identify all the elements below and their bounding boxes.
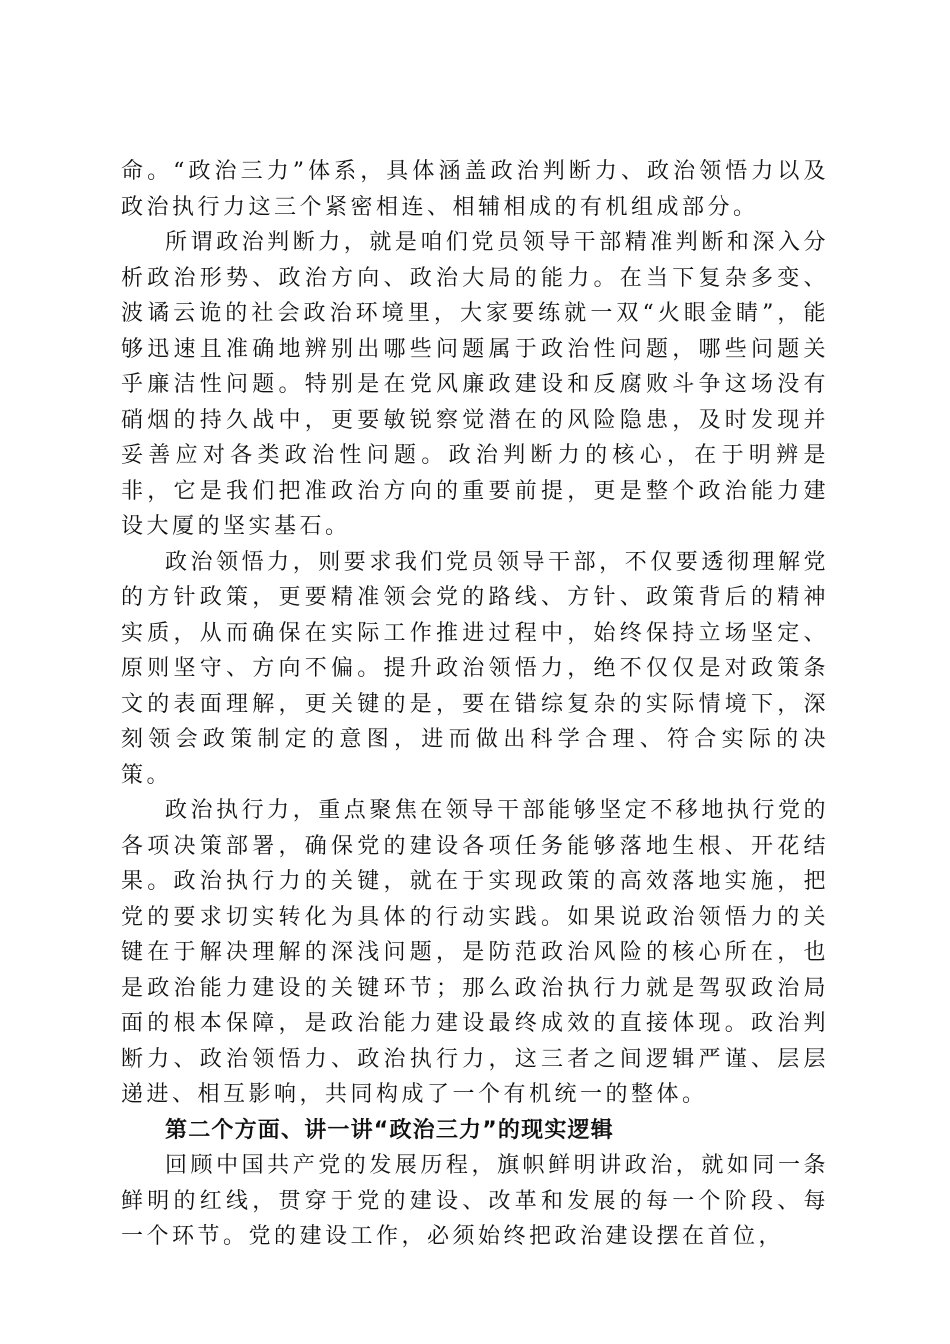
paragraph-political-execution: 政治执行力，重点聚焦在领导干部能够坚定不移地执行党的各项决策部署，确保党的建设各项任务能够落地生根、开花结果。政治执行力的关键，就在于实现政策的高效落地实施，把党的要求切实转化为具体的行动实践。如果说政治领悟力的关键在于解决理解的深浅问题，是防范政治风险的核心所在，也是政治能力建设的关键环节；那么政治执行力就是驾驭政治局面的根本保障，是政治能力建设最终成效的直接体现。政治判断力、政治领悟力、政治执行力，这三者之间逻辑严谨、层层递进、相互影响，共同构成了一个有机统一的整体。 (121, 798, 829, 1107)
paragraph-historical-review: 回顾中国共产党的发展历程，旗帜鲜明讲政治，就如同一条鲜明的红线，贯穿于党的建设、改革和发展的每一个阶段、每一个环节。党的建设工作，必须始终把政治建设摆在首位， (121, 1153, 829, 1249)
paragraph-three-capabilities-intro: 命。“政治三力”体系，具体涵盖政治判断力、政治领悟力以及政治执行力这三个紧密相连、相辅相成的有机组成部分。 (121, 159, 829, 220)
document-body (121, 154, 829, 1255)
paragraph-political-comprehension: 政治领悟力，则要求我们党员领导干部，不仅要透彻理解党的方针政策，更要精准领会党的路线、方针、政策背后的精神实质，从而确保在实际工作推进过程中，始终保持立场坚定、原则坚守、方向不偏。提升政治领悟力，绝不仅仅是对政策条文的表面理解，更关键的是，要在错综复杂的实际情境下，深刻领会政策制定的意图，进而做出科学合理、符合实际的决策。 (121, 549, 829, 788)
section-heading: 第二个方面、讲一讲“政治三力”的现实逻辑 (165, 1117, 614, 1143)
paragraph-political-judgment: 所谓政治判断力，就是咱们党员领导干部精准判断和深入分析政治形势、政治方向、政治大局的能力。在当下复杂多变、波谲云诡的社会政治环境里，大家要练就一双“火眼金睛”，能够迅速且准确地辨别出哪些问题属于政治性问题，哪些问题关乎廉洁性问题。特别是在党风廉政建设和反腐败斗争这场没有硝烟的持久战中，更要敏锐察觉潜在的风险隐患，及时发现并妥善应对各类政治性问题。政治判断力的核心，在于明辨是非，它是我们把准政治方向的重要前提，更是整个政治能力建设大厦的坚实基石。 (121, 230, 829, 539)
